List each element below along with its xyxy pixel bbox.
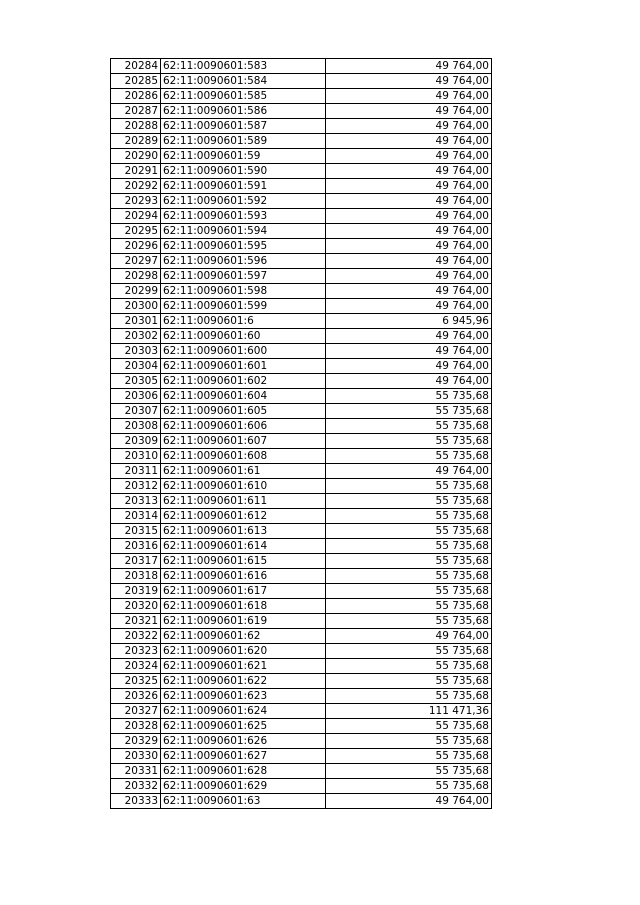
cadastral-number-cell: 62:11:0090601:605 xyxy=(161,404,326,419)
row-number-cell: 20306 xyxy=(111,389,161,404)
cadastral-number-cell: 62:11:0090601:614 xyxy=(161,539,326,554)
cadastral-number-cell: 62:11:0090601:587 xyxy=(161,119,326,134)
value-cell: 49 764,00 xyxy=(326,794,492,809)
table-row xyxy=(111,224,492,239)
cadastral-number-cell: 62:11:0090601:607 xyxy=(161,434,326,449)
cadastral-number-cell: 62:11:0090601:604 xyxy=(161,389,326,404)
cadastral-number-cell: 62:11:0090601:61 xyxy=(161,464,326,479)
value-cell: 49 764,00 xyxy=(326,194,492,209)
cadastral-number-cell: 62:11:0090601:583 xyxy=(161,59,326,74)
row-number-cell: 20331 xyxy=(111,764,161,779)
row-number-cell: 20330 xyxy=(111,749,161,764)
row-number-cell: 20299 xyxy=(111,284,161,299)
cadastral-number-cell: 62:11:0090601:594 xyxy=(161,224,326,239)
cadastral-number-cell: 62:11:0090601:615 xyxy=(161,554,326,569)
table-row xyxy=(111,569,492,584)
table-row xyxy=(111,149,492,164)
row-number-cell: 20286 xyxy=(111,89,161,104)
cadastral-number-cell: 62:11:0090601:592 xyxy=(161,194,326,209)
row-number-cell: 20324 xyxy=(111,659,161,674)
table-row xyxy=(111,689,492,704)
cadastral-number-cell: 62:11:0090601:610 xyxy=(161,479,326,494)
table-row xyxy=(111,704,492,719)
row-number-cell: 20313 xyxy=(111,494,161,509)
table-row xyxy=(111,104,492,119)
row-number-cell: 20318 xyxy=(111,569,161,584)
row-number-cell: 20287 xyxy=(111,104,161,119)
table-row xyxy=(111,359,492,374)
row-number-cell: 20302 xyxy=(111,329,161,344)
row-number-cell: 20311 xyxy=(111,464,161,479)
cadastral-number-cell: 62:11:0090601:598 xyxy=(161,284,326,299)
cadastral-number-cell: 62:11:0090601:606 xyxy=(161,419,326,434)
table-row xyxy=(111,734,492,749)
value-cell: 55 735,68 xyxy=(326,689,492,704)
row-number-cell: 20297 xyxy=(111,254,161,269)
cadastral-number-cell: 62:11:0090601:595 xyxy=(161,239,326,254)
cadastral-number-cell: 62:11:0090601:589 xyxy=(161,134,326,149)
table-row xyxy=(111,419,492,434)
value-cell: 55 735,68 xyxy=(326,584,492,599)
table-body xyxy=(111,59,492,809)
table-row xyxy=(111,299,492,314)
table-row xyxy=(111,329,492,344)
value-cell: 111 471,36 xyxy=(326,704,492,719)
row-number-cell: 20291 xyxy=(111,164,161,179)
value-cell: 55 735,68 xyxy=(326,479,492,494)
value-cell: 49 764,00 xyxy=(326,89,492,104)
table-row xyxy=(111,404,492,419)
value-cell: 49 764,00 xyxy=(326,224,492,239)
table-row xyxy=(111,464,492,479)
cadastral-number-cell: 62:11:0090601:584 xyxy=(161,74,326,89)
row-number-cell: 20312 xyxy=(111,479,161,494)
value-cell: 55 735,68 xyxy=(326,509,492,524)
value-cell: 55 735,68 xyxy=(326,569,492,584)
row-number-cell: 20304 xyxy=(111,359,161,374)
row-number-cell: 20301 xyxy=(111,314,161,329)
table-row xyxy=(111,179,492,194)
row-number-cell: 20296 xyxy=(111,239,161,254)
table-row xyxy=(111,524,492,539)
table-row xyxy=(111,134,492,149)
row-number-cell: 20298 xyxy=(111,269,161,284)
value-cell: 49 764,00 xyxy=(326,209,492,224)
value-cell: 55 735,68 xyxy=(326,614,492,629)
row-number-cell: 20293 xyxy=(111,194,161,209)
table-row xyxy=(111,584,492,599)
row-number-cell: 20333 xyxy=(111,794,161,809)
table-row xyxy=(111,629,492,644)
table-row xyxy=(111,794,492,809)
value-cell: 55 735,68 xyxy=(326,539,492,554)
table-row xyxy=(111,539,492,554)
cadastral-number-cell: 62:11:0090601:63 xyxy=(161,794,326,809)
table-row xyxy=(111,284,492,299)
row-number-cell: 20320 xyxy=(111,599,161,614)
row-number-cell: 20289 xyxy=(111,134,161,149)
value-cell: 49 764,00 xyxy=(326,179,492,194)
table-row xyxy=(111,254,492,269)
row-number-cell: 20321 xyxy=(111,614,161,629)
table-row xyxy=(111,374,492,389)
cadastral-number-cell: 62:11:0090601:619 xyxy=(161,614,326,629)
value-cell: 49 764,00 xyxy=(326,59,492,74)
cadastral-number-cell: 62:11:0090601:591 xyxy=(161,179,326,194)
cadastral-number-cell: 62:11:0090601:624 xyxy=(161,704,326,719)
value-cell: 55 735,68 xyxy=(326,764,492,779)
cadastral-number-cell: 62:11:0090601:628 xyxy=(161,764,326,779)
cadastral-number-cell: 62:11:0090601:6 xyxy=(161,314,326,329)
row-number-cell: 20303 xyxy=(111,344,161,359)
row-number-cell: 20308 xyxy=(111,419,161,434)
table-row xyxy=(111,674,492,689)
value-cell: 49 764,00 xyxy=(326,104,492,119)
row-number-cell: 20307 xyxy=(111,404,161,419)
value-cell: 55 735,68 xyxy=(326,674,492,689)
row-number-cell: 20327 xyxy=(111,704,161,719)
table-row xyxy=(111,449,492,464)
table-row xyxy=(111,269,492,284)
value-cell: 55 735,68 xyxy=(326,449,492,464)
cadastral-number-cell: 62:11:0090601:625 xyxy=(161,719,326,734)
row-number-cell: 20284 xyxy=(111,59,161,74)
table-row xyxy=(111,344,492,359)
value-cell: 55 735,68 xyxy=(326,404,492,419)
row-number-cell: 20294 xyxy=(111,209,161,224)
value-cell: 55 735,68 xyxy=(326,644,492,659)
cadastral-number-cell: 62:11:0090601:59 xyxy=(161,149,326,164)
table-row xyxy=(111,779,492,794)
cadastral-number-cell: 62:11:0090601:590 xyxy=(161,164,326,179)
value-cell: 49 764,00 xyxy=(326,269,492,284)
value-cell: 49 764,00 xyxy=(326,344,492,359)
cadastral-number-cell: 62:11:0090601:600 xyxy=(161,344,326,359)
cadastral-number-cell: 62:11:0090601:617 xyxy=(161,584,326,599)
value-cell: 55 735,68 xyxy=(326,749,492,764)
row-number-cell: 20323 xyxy=(111,644,161,659)
row-number-cell: 20310 xyxy=(111,449,161,464)
cadastral-number-cell: 62:11:0090601:611 xyxy=(161,494,326,509)
row-number-cell: 20317 xyxy=(111,554,161,569)
value-cell: 49 764,00 xyxy=(326,74,492,89)
cadastral-number-cell: 62:11:0090601:585 xyxy=(161,89,326,104)
value-cell: 49 764,00 xyxy=(326,239,492,254)
value-cell: 49 764,00 xyxy=(326,149,492,164)
cadastral-number-cell: 62:11:0090601:621 xyxy=(161,659,326,674)
table-row xyxy=(111,719,492,734)
cadastral-number-cell: 62:11:0090601:612 xyxy=(161,509,326,524)
row-number-cell: 20315 xyxy=(111,524,161,539)
value-cell: 6 945,96 xyxy=(326,314,492,329)
cadastral-number-cell: 62:11:0090601:620 xyxy=(161,644,326,659)
value-cell: 49 764,00 xyxy=(326,629,492,644)
table-row xyxy=(111,599,492,614)
cadastral-number-cell: 62:11:0090601:629 xyxy=(161,779,326,794)
row-number-cell: 20329 xyxy=(111,734,161,749)
cadastral-number-cell: 62:11:0090601:608 xyxy=(161,449,326,464)
value-cell: 55 735,68 xyxy=(326,734,492,749)
row-number-cell: 20325 xyxy=(111,674,161,689)
table-row xyxy=(111,89,492,104)
row-number-cell: 20309 xyxy=(111,434,161,449)
value-cell: 49 764,00 xyxy=(326,359,492,374)
table-row xyxy=(111,194,492,209)
cadastral-number-cell: 62:11:0090601:599 xyxy=(161,299,326,314)
cadastral-number-cell: 62:11:0090601:602 xyxy=(161,374,326,389)
value-cell: 49 764,00 xyxy=(326,254,492,269)
cadastral-number-cell: 62:11:0090601:616 xyxy=(161,569,326,584)
value-cell: 55 735,68 xyxy=(326,419,492,434)
table-row xyxy=(111,434,492,449)
table-row xyxy=(111,509,492,524)
table-row xyxy=(111,494,492,509)
value-cell: 55 735,68 xyxy=(326,434,492,449)
value-cell: 55 735,68 xyxy=(326,389,492,404)
row-number-cell: 20295 xyxy=(111,224,161,239)
row-number-cell: 20305 xyxy=(111,374,161,389)
cadastral-number-cell: 62:11:0090601:622 xyxy=(161,674,326,689)
table-row xyxy=(111,749,492,764)
value-cell: 49 764,00 xyxy=(326,284,492,299)
cadastral-number-cell: 62:11:0090601:618 xyxy=(161,599,326,614)
cadastral-value-table xyxy=(110,58,492,809)
cadastral-number-cell: 62:11:0090601:62 xyxy=(161,629,326,644)
cadastral-number-cell: 62:11:0090601:627 xyxy=(161,749,326,764)
table-row xyxy=(111,644,492,659)
table-row xyxy=(111,659,492,674)
cadastral-number-cell: 62:11:0090601:586 xyxy=(161,104,326,119)
table-row xyxy=(111,239,492,254)
cadastral-number-cell: 62:11:0090601:626 xyxy=(161,734,326,749)
cadastral-number-cell: 62:11:0090601:597 xyxy=(161,269,326,284)
table-row xyxy=(111,764,492,779)
value-cell: 55 735,68 xyxy=(326,779,492,794)
row-number-cell: 20326 xyxy=(111,689,161,704)
value-cell: 49 764,00 xyxy=(326,119,492,134)
row-number-cell: 20300 xyxy=(111,299,161,314)
cadastral-number-cell: 62:11:0090601:593 xyxy=(161,209,326,224)
value-cell: 49 764,00 xyxy=(326,374,492,389)
value-cell: 49 764,00 xyxy=(326,464,492,479)
value-cell: 55 735,68 xyxy=(326,494,492,509)
value-cell: 55 735,68 xyxy=(326,659,492,674)
value-cell: 55 735,68 xyxy=(326,719,492,734)
value-cell: 55 735,68 xyxy=(326,524,492,539)
table-row xyxy=(111,554,492,569)
cadastral-number-cell: 62:11:0090601:596 xyxy=(161,254,326,269)
cadastral-number-cell: 62:11:0090601:623 xyxy=(161,689,326,704)
value-cell: 49 764,00 xyxy=(326,329,492,344)
row-number-cell: 20288 xyxy=(111,119,161,134)
value-cell: 55 735,68 xyxy=(326,599,492,614)
table-row xyxy=(111,59,492,74)
table-row xyxy=(111,164,492,179)
value-cell: 49 764,00 xyxy=(326,299,492,314)
row-number-cell: 20322 xyxy=(111,629,161,644)
cadastral-number-cell: 62:11:0090601:613 xyxy=(161,524,326,539)
row-number-cell: 20319 xyxy=(111,584,161,599)
row-number-cell: 20316 xyxy=(111,539,161,554)
table-row xyxy=(111,314,492,329)
value-cell: 49 764,00 xyxy=(326,164,492,179)
row-number-cell: 20314 xyxy=(111,509,161,524)
table-row xyxy=(111,74,492,89)
table-row xyxy=(111,614,492,629)
value-cell: 55 735,68 xyxy=(326,554,492,569)
table-row xyxy=(111,389,492,404)
value-cell: 49 764,00 xyxy=(326,134,492,149)
table-row xyxy=(111,119,492,134)
table-row xyxy=(111,479,492,494)
row-number-cell: 20332 xyxy=(111,779,161,794)
cadastral-number-cell: 62:11:0090601:60 xyxy=(161,329,326,344)
table-row xyxy=(111,209,492,224)
row-number-cell: 20285 xyxy=(111,74,161,89)
row-number-cell: 20328 xyxy=(111,719,161,734)
cadastral-number-cell: 62:11:0090601:601 xyxy=(161,359,326,374)
row-number-cell: 20290 xyxy=(111,149,161,164)
row-number-cell: 20292 xyxy=(111,179,161,194)
